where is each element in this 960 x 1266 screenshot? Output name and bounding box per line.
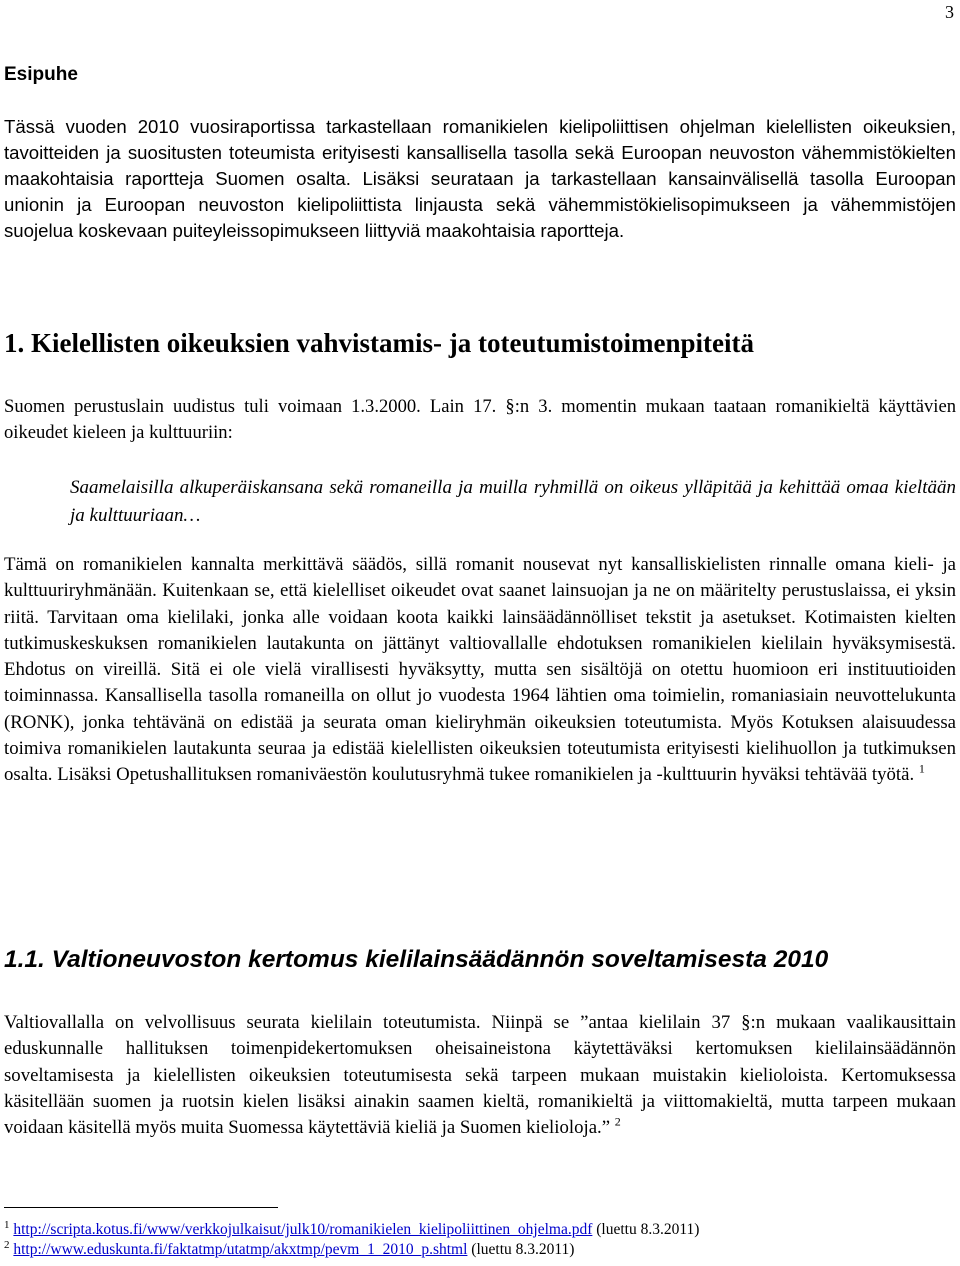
footnote-divider — [4, 1207, 278, 1208]
section-1-body — [4, 552, 956, 789]
footnote-1-number: 1 — [4, 1218, 10, 1231]
constitution-quote: Saamelaisilla alkuperäiskansana sekä romaneilla ja muilla ryhmillä on oikeus ylläpitää ja kehittää omaa kieltään ja kulttuuriaan… — [70, 477, 956, 526]
section-1-intro: Suomen perustuslain uudistus tuli voimaan 1.3.2000. Lain 17. §:n 3. momentin mukaan taataan romanikieltä käyttävien oikeudet kieleen ja kulttuuriin: — [4, 396, 956, 443]
section-1-body-text: Tämä on romanikielen kannalta merkittävä säädös, sillä romanit nousevat nyt kansalliskielisten rinnalle omana kieli- ja kulttuuriryhmänään. Kuitenkaan se, että kielelliset oikeudet ovat saanet lainsuojan ja ne on määritelty perustuslaissa, ei yksin riitä. Tarvitaan oma kielilaki, jonka alle voidaan koota kaikki lainsäädännölliset tekstit ja asetukset. Kotimaisten kielten tutkimuskeskuksen romanikielen lautakunta on jättänyt valtiovallalle ehdotuksen romanikielen kielilain hyväksymisestä. Ehdotus on vireillä. Sitä ei ole vielä virallisesti hyväksytty, mutta sen sisältöjä on otettu huomioon eri instituutioiden toiminnassa. Kansallisella tasolla romaneilla on ollut jo vuodesta 1964 lähtien oma toimielin, romaniasiain neuvottelukunta (RONK), jonka tehtävänä on edistää ja seurata oman kieliryhmän oikeuksien toteutumista. Myös Kotuksen alaisuudessa toimiva romanikielen lautakunta seuraa ja edistää kielellisten oikeuksien toteutumista erityisesti kielihuollon ja tutkimuksen osalta. Lisäksi Opetushallituksen romaniväestön koulutusryhmä tukee romanikielen ja -kulttuurin hyväksi tehtävää työtä. — [4, 554, 956, 786]
section-1-1-heading: 1.1. Valtioneuvoston kertomus kielilainsäädännön soveltamisesta 2010 — [4, 946, 829, 973]
footnote-1 — [4, 1220, 699, 1240]
section-1-1-body — [4, 1010, 956, 1141]
footnote-2-number: 2 — [4, 1238, 10, 1251]
page-number: 3 — [945, 2, 954, 22]
footnote-1-link[interactable]: http://scripta.kotus.fi/www/verkkojulkaisut/julk10/romanikielen_kielipoliittinen_ohjelma.pdf — [13, 1221, 593, 1238]
section-1-1-body-text: Valtiovallalla on velvollisuus seurata kielilain toteutumista. Niinpä se ”antaa kielilain 37 §:n mukaan vaalikausittain eduskunnalle hallituksen toimenpidekertomuksen oheisaineistona käytettäväksi kertomuksen kielilainsäädännön soveltamisesta ja kielellisten oikeuksien toteutumisesta sekä tarpeen mukaan muistakin kielioloista. Kertomuksessa käsitellään suomen ja ruotsin kielen lisäksi ainakin saamen kieltä, romanikieltä ja viittomakieltä, mutta tarpeen mukaan voidaan käsitellä myös muita Suomessa käytettäviä kieliä ja Suomen kielioloja.” — [4, 1012, 956, 1139]
footnote-2 — [4, 1240, 574, 1260]
footnote-2-note: (luettu 8.3.2011) — [471, 1241, 575, 1258]
footnote-2-link[interactable]: http://www.eduskunta.fi/faktatmp/utatmp/akxtmp/pevm_1_2010_p.shtml — [13, 1241, 468, 1258]
preface-heading: Esipuhe — [4, 64, 78, 85]
footnote-ref-2[interactable]: 2 — [614, 1114, 621, 1129]
footnote-ref-1[interactable]: 1 — [918, 762, 925, 777]
footnote-1-note: (luettu 8.3.2011) — [596, 1221, 700, 1238]
preface-paragraph: Tässä vuoden 2010 vuosiraportissa tarkastellaan romanikielen kielipoliittisen ohjelman kielellisten oikeuksien, tavoitteiden ja suositusten toteumista erityisesti kansallisella tasolla sekä Euroopan neuvoston vähemmistökielten maakohtaisia raportteja Suomen osalta. Lisäksi seurataan ja tarkastellaan kansainvälisellä tasolla Euroopan unionin ja Euroopan neuvoston kielipoliittista linjausta sekä vähemmistökielisopimukseen ja vähemmistöjen suojelua koskevaan puiteyleissopimukseen liittyviä maakohtaisia raportteja. — [4, 116, 956, 241]
section-1-heading: 1. Kielellisten oikeuksien vahvistamis- ja toteutumistoimenpiteitä — [4, 328, 754, 358]
